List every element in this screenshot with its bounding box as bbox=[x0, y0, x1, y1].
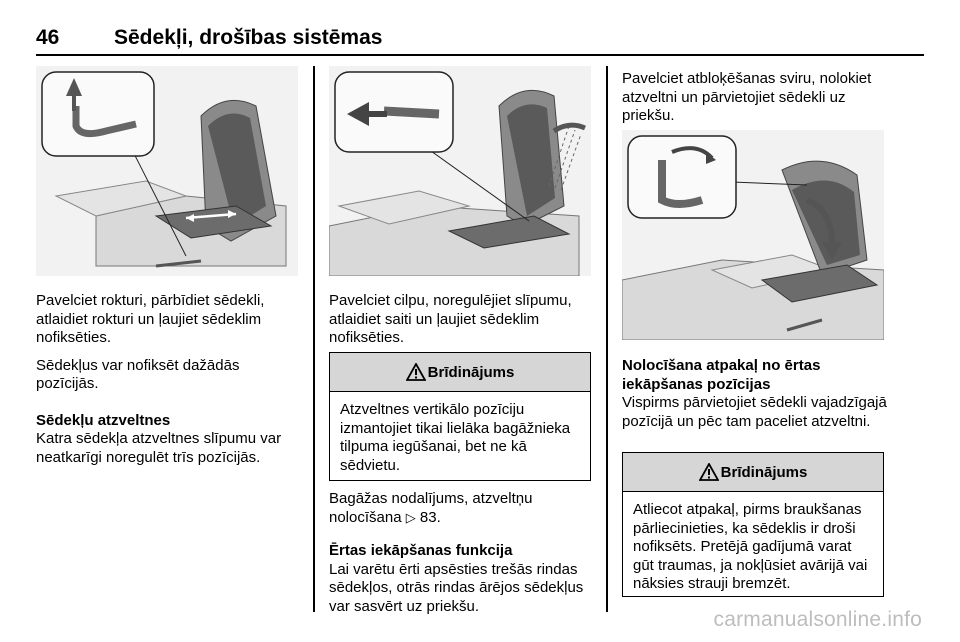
running-title: Sēdekļi, drošības sistēmas bbox=[114, 26, 383, 49]
warning-title-1: Brīdinājums bbox=[427, 363, 515, 381]
paragraph-easy-entry: Lai varētu ērti apsēsties trešās rindas sēdekļos, otrās rindas ārējos sēdekļus var sasvērt uz priekšu. bbox=[329, 560, 584, 615]
paragraph-backrest-recline: Katra sēdekļa atzveltnes slīpumu var neatkarīgi noregulēt trīs pozīcijās. bbox=[36, 430, 282, 466]
heading-backrests: Sēdekļu atzveltnes bbox=[36, 411, 171, 429]
page-header bbox=[36, 22, 924, 52]
header-rule bbox=[36, 54, 924, 56]
column-divider-2 bbox=[606, 66, 608, 612]
warning-text-2: Atliecot atpakaļ, pirms braukšanas pārliecinieties, ka sēdeklis ir droši nofiksēts. Pretējā gadījumā varat gūt traumas, ja nokļūsiet avārijā vai nāksies strauji bremzēt. bbox=[633, 501, 868, 592]
warning-header-2 bbox=[623, 453, 883, 492]
caption-seat-slide: Pavelciet rokturi, pārbīdiet sēdekli, atlaidiet rokturi un ļaujiet sēdeklim nofiksēties. bbox=[36, 292, 265, 346]
column-3-top bbox=[622, 70, 890, 135]
column-2 bbox=[329, 292, 595, 357]
column-1 bbox=[36, 292, 304, 467]
caption-backrest-recline: Pavelciet cilpu, noregulējiet slīpumu, atlaidiet saiti un ļaujiet sēdeklim nofiksēties. bbox=[329, 292, 572, 346]
cross-reference-page[interactable]: 83. bbox=[419, 508, 441, 526]
cross-reference-arrow-icon: ▷ bbox=[405, 510, 416, 526]
warning-triangle-icon bbox=[699, 463, 719, 481]
figure-seat-slide bbox=[36, 66, 298, 276]
column-2-lower bbox=[329, 490, 595, 616]
paragraph-positions: Sēdekļus var nofiksēt dažādās pozīcijās. bbox=[36, 356, 240, 392]
warning-triangle-icon bbox=[406, 363, 426, 381]
warning-title-2: Brīdinājums bbox=[720, 463, 808, 481]
warning-header-1 bbox=[330, 353, 590, 392]
caption-easy-entry: Pavelciet atbloķēšanas sviru, nolokiet atzveltni un pārvietojiet sēdekli uz priekšu. bbox=[622, 70, 872, 124]
heading-easy-entry: Ērtas iekāpšanas funkcija bbox=[329, 542, 513, 559]
cross-reference-text: Bagāžas nodalījums, atzveltņu nolocīšana bbox=[329, 490, 533, 526]
column-divider-1 bbox=[313, 66, 315, 612]
page-number: 46 bbox=[36, 26, 60, 49]
figure-easy-entry bbox=[622, 130, 884, 340]
figure-backrest-recline bbox=[329, 66, 591, 276]
warning-box-2 bbox=[622, 452, 884, 597]
heading-fold-back: Nolocīšana atpakaļ no ērtas iekāpšanas pozīcijas bbox=[622, 357, 821, 393]
warning-text-1: Atzveltnes vertikālo pozīciju izmantojiet tikai lielāka bagāžnieka tilpuma iegūšanai, bet ne kā sēdvietu. bbox=[340, 401, 571, 474]
column-3-mid bbox=[622, 357, 890, 431]
warning-box-1 bbox=[329, 352, 591, 481]
watermark: carmanualsonline.info bbox=[713, 608, 922, 631]
paragraph-fold-back: Vispirms pārvietojiet sēdekli vajadzīgajā pozīcijā un pēc tam paceliet atzveltni. bbox=[622, 394, 887, 430]
